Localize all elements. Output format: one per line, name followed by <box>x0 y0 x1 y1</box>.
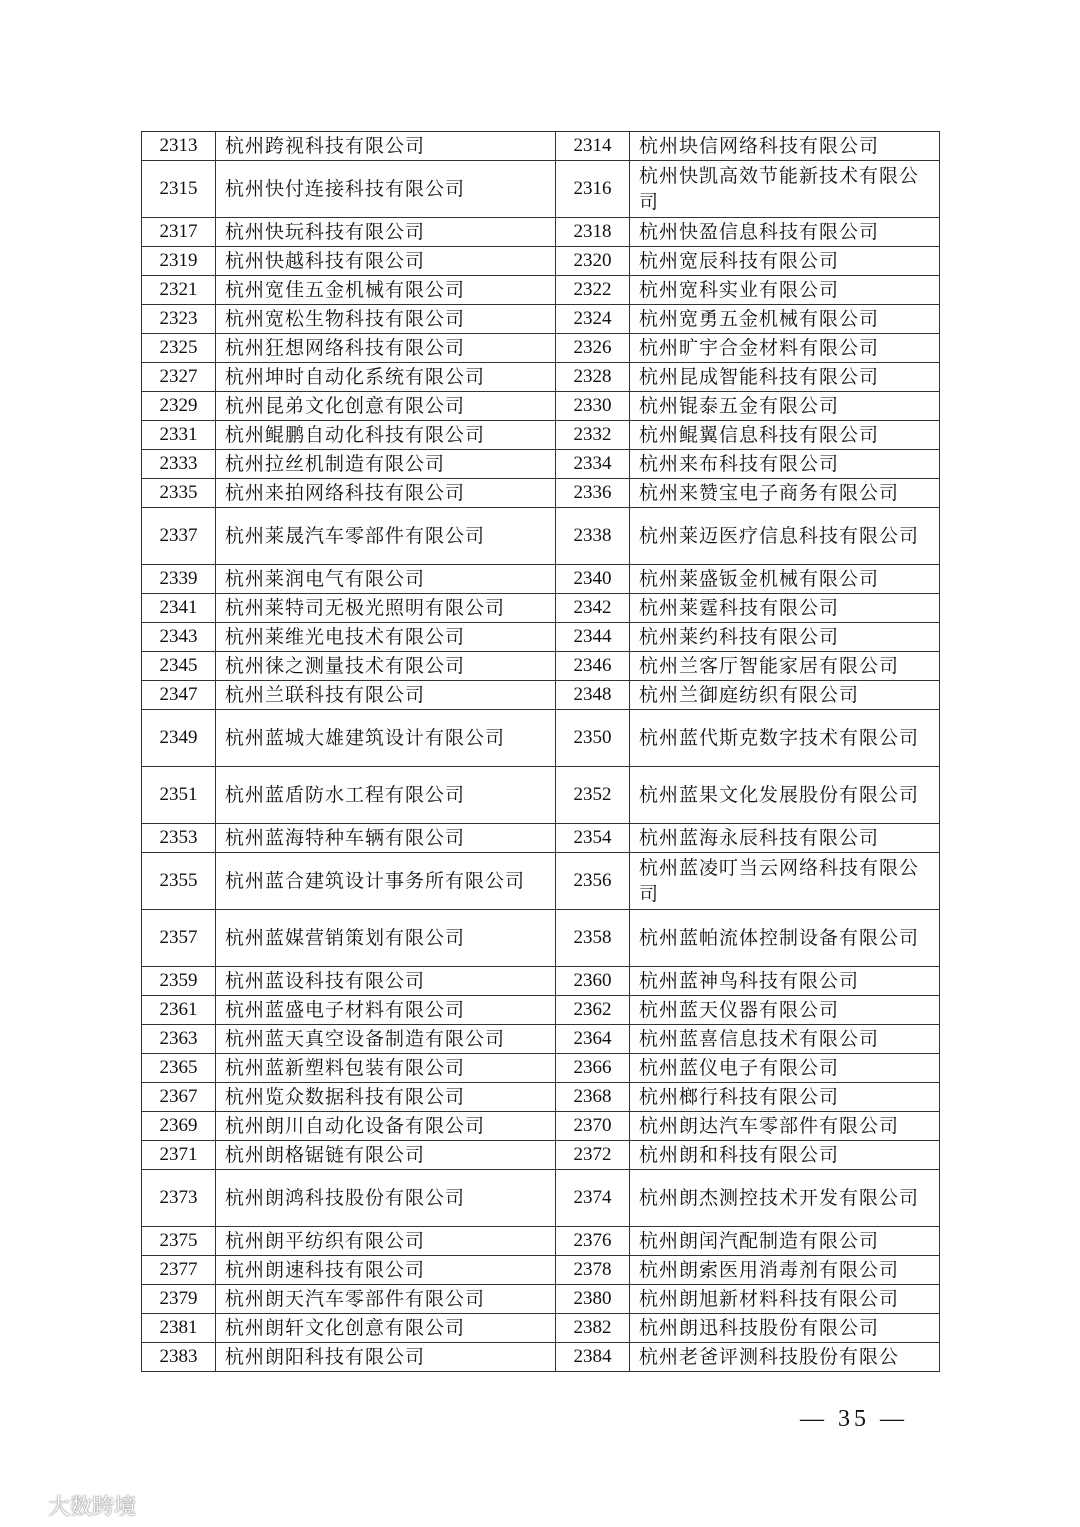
table-row <box>142 652 940 681</box>
row-number: 2314 <box>556 132 630 161</box>
row-number: 2330 <box>556 392 630 421</box>
company-name: 杭州蓝城大雄建筑设计有限公司 <box>216 710 556 767</box>
row-number: 2380 <box>556 1285 630 1314</box>
company-name: 杭州昆弟文化创意有限公司 <box>216 392 556 421</box>
row-number: 2360 <box>556 967 630 996</box>
row-number: 2368 <box>556 1083 630 1112</box>
row-number: 2361 <box>142 996 216 1025</box>
row-number: 2363 <box>142 1025 216 1054</box>
row-number: 2349 <box>142 710 216 767</box>
table-row <box>142 479 940 508</box>
row-number: 2316 <box>556 161 630 218</box>
table-row <box>142 681 940 710</box>
company-name: 杭州狂想网络科技有限公司 <box>216 334 556 363</box>
table-row <box>142 508 940 565</box>
table-row <box>142 218 940 247</box>
row-number: 2327 <box>142 363 216 392</box>
table-row <box>142 161 940 218</box>
company-name: 杭州兰联科技有限公司 <box>216 681 556 710</box>
row-number: 2336 <box>556 479 630 508</box>
company-name: 杭州蓝海特种车辆有限公司 <box>216 824 556 853</box>
company-name: 杭州蓝神鸟科技有限公司 <box>630 967 940 996</box>
row-number: 2321 <box>142 276 216 305</box>
company-name: 杭州莱维光电技术有限公司 <box>216 623 556 652</box>
company-name: 杭州快盈信息科技有限公司 <box>630 218 940 247</box>
company-name: 杭州蓝仪电子有限公司 <box>630 1054 940 1083</box>
row-number: 2329 <box>142 392 216 421</box>
company-name: 杭州朗阳科技有限公司 <box>216 1343 556 1372</box>
company-name: 杭州莱霆科技有限公司 <box>630 594 940 623</box>
row-number: 2367 <box>142 1083 216 1112</box>
table-row <box>142 392 940 421</box>
row-number: 2375 <box>142 1227 216 1256</box>
company-name: 杭州块信网络科技有限公司 <box>630 132 940 161</box>
row-number: 2323 <box>142 305 216 334</box>
table-row <box>142 1343 940 1372</box>
row-number: 2353 <box>142 824 216 853</box>
company-name: 杭州蓝代斯克数字技术有限公司 <box>630 710 940 767</box>
row-number: 2351 <box>142 767 216 824</box>
row-number: 2352 <box>556 767 630 824</box>
table-row <box>142 1054 940 1083</box>
company-name: 杭州朗闰汽配制造有限公司 <box>630 1227 940 1256</box>
company-name: 杭州快玩科技有限公司 <box>216 218 556 247</box>
company-name: 杭州朗速科技有限公司 <box>216 1256 556 1285</box>
table-row <box>142 247 940 276</box>
row-number: 2334 <box>556 450 630 479</box>
watermark-logo-icon <box>8 1496 44 1516</box>
table-row <box>142 1112 940 1141</box>
row-number: 2365 <box>142 1054 216 1083</box>
row-number: 2362 <box>556 996 630 1025</box>
row-number: 2318 <box>556 218 630 247</box>
table-row <box>142 1025 940 1054</box>
company-name: 杭州朗天汽车零部件有限公司 <box>216 1285 556 1314</box>
company-name: 杭州跨视科技有限公司 <box>216 132 556 161</box>
table-row <box>142 565 940 594</box>
company-name: 杭州莱迈医疗信息科技有限公司 <box>630 508 940 565</box>
company-name: 杭州宽辰科技有限公司 <box>630 247 940 276</box>
company-list-table <box>141 131 940 1372</box>
page-number: — 35 — <box>800 1406 908 1432</box>
company-name: 杭州鲲翼信息科技有限公司 <box>630 421 940 450</box>
row-number: 2344 <box>556 623 630 652</box>
row-number: 2339 <box>142 565 216 594</box>
company-name: 杭州徕之测量技术有限公司 <box>216 652 556 681</box>
company-name: 杭州朗旭新材料科技有限公司 <box>630 1285 940 1314</box>
row-number: 2335 <box>142 479 216 508</box>
company-name: 杭州莱特司无极光照明有限公司 <box>216 594 556 623</box>
company-name: 杭州蓝新塑料包装有限公司 <box>216 1054 556 1083</box>
company-name: 杭州来布科技有限公司 <box>630 450 940 479</box>
company-name: 杭州览众数据科技有限公司 <box>216 1083 556 1112</box>
company-list-table-wrap <box>141 131 939 1372</box>
company-name: 杭州宽勇五金机械有限公司 <box>630 305 940 334</box>
row-number: 2370 <box>556 1112 630 1141</box>
company-name: 杭州快付连接科技有限公司 <box>216 161 556 218</box>
company-name: 杭州莱约科技有限公司 <box>630 623 940 652</box>
row-number: 2372 <box>556 1141 630 1170</box>
company-name: 杭州蓝天真空设备制造有限公司 <box>216 1025 556 1054</box>
row-number: 2383 <box>142 1343 216 1372</box>
company-name: 杭州朗平纺织有限公司 <box>216 1227 556 1256</box>
row-number: 2324 <box>556 305 630 334</box>
row-number: 2342 <box>556 594 630 623</box>
row-number: 2338 <box>556 508 630 565</box>
company-name: 杭州朗和科技有限公司 <box>630 1141 940 1170</box>
row-number: 2382 <box>556 1314 630 1343</box>
table-row <box>142 824 940 853</box>
table-row <box>142 1083 940 1112</box>
company-name: 杭州朗迅科技股份有限公司 <box>630 1314 940 1343</box>
table-row <box>142 1141 940 1170</box>
row-number: 2377 <box>142 1256 216 1285</box>
company-name: 杭州朗鸿科技股份有限公司 <box>216 1170 556 1227</box>
row-number: 2381 <box>142 1314 216 1343</box>
company-name: 杭州朗达汽车零部件有限公司 <box>630 1112 940 1141</box>
row-number: 2343 <box>142 623 216 652</box>
row-number: 2371 <box>142 1141 216 1170</box>
company-name: 杭州榔行科技有限公司 <box>630 1083 940 1112</box>
company-name: 杭州快凯高效节能新技术有限公司 <box>630 161 940 218</box>
company-name: 杭州昆成智能科技有限公司 <box>630 363 940 392</box>
company-name: 杭州朗川自动化设备有限公司 <box>216 1112 556 1141</box>
company-name: 杭州鲲鹏自动化科技有限公司 <box>216 421 556 450</box>
row-number: 2337 <box>142 508 216 565</box>
company-name: 杭州旷宇合金材料有限公司 <box>630 334 940 363</box>
company-name: 杭州蓝设科技有限公司 <box>216 967 556 996</box>
table-row <box>142 910 940 967</box>
row-number: 2346 <box>556 652 630 681</box>
table-row <box>142 594 940 623</box>
company-name: 杭州来赞宝电子商务有限公司 <box>630 479 940 508</box>
company-name: 杭州莱晟汽车零部件有限公司 <box>216 508 556 565</box>
row-number: 2354 <box>556 824 630 853</box>
company-name: 杭州锟泰五金有限公司 <box>630 392 940 421</box>
row-number: 2325 <box>142 334 216 363</box>
table-row <box>142 853 940 910</box>
row-number: 2322 <box>556 276 630 305</box>
table-row <box>142 334 940 363</box>
table-row <box>142 967 940 996</box>
company-name: 杭州快越科技有限公司 <box>216 247 556 276</box>
row-number: 2373 <box>142 1170 216 1227</box>
company-name: 杭州朗杰测控技术开发有限公司 <box>630 1170 940 1227</box>
row-number: 2376 <box>556 1227 630 1256</box>
table-row <box>142 1314 940 1343</box>
company-name: 杭州宽科实业有限公司 <box>630 276 940 305</box>
company-name: 杭州兰御庭纺织有限公司 <box>630 681 940 710</box>
company-name: 杭州蓝天仪器有限公司 <box>630 996 940 1025</box>
row-number: 2341 <box>142 594 216 623</box>
company-name: 杭州蓝媒营销策划有限公司 <box>216 910 556 967</box>
table-row <box>142 623 940 652</box>
row-number: 2384 <box>556 1343 630 1372</box>
row-number: 2313 <box>142 132 216 161</box>
watermark-text: 大数跨境 <box>48 1495 137 1520</box>
row-number: 2331 <box>142 421 216 450</box>
company-name: 杭州来拍网络科技有限公司 <box>216 479 556 508</box>
row-number: 2364 <box>556 1025 630 1054</box>
row-number: 2358 <box>556 910 630 967</box>
table-row <box>142 421 940 450</box>
company-name: 杭州蓝凌叮当云网络科技有限公司 <box>630 853 940 910</box>
company-name: 杭州蓝帕流体控制设备有限公司 <box>630 910 940 967</box>
table-row <box>142 996 940 1025</box>
table-row <box>142 1256 940 1285</box>
table-row <box>142 767 940 824</box>
company-name: 杭州兰客厅智能家居有限公司 <box>630 652 940 681</box>
company-name: 杭州蓝喜信息技术有限公司 <box>630 1025 940 1054</box>
company-name: 杭州宽佳五金机械有限公司 <box>216 276 556 305</box>
company-name: 杭州蓝合建筑设计事务所有限公司 <box>216 853 556 910</box>
company-name: 杭州老爸评测科技股份有限公 <box>630 1343 940 1372</box>
row-number: 2357 <box>142 910 216 967</box>
table-row <box>142 1285 940 1314</box>
row-number: 2348 <box>556 681 630 710</box>
row-number: 2333 <box>142 450 216 479</box>
company-name: 杭州朗轩文化创意有限公司 <box>216 1314 556 1343</box>
row-number: 2356 <box>556 853 630 910</box>
row-number: 2326 <box>556 334 630 363</box>
row-number: 2319 <box>142 247 216 276</box>
company-name: 杭州蓝海永辰科技有限公司 <box>630 824 940 853</box>
row-number: 2378 <box>556 1256 630 1285</box>
row-number: 2379 <box>142 1285 216 1314</box>
row-number: 2317 <box>142 218 216 247</box>
watermark <box>8 1490 136 1521</box>
row-number: 2359 <box>142 967 216 996</box>
company-name: 杭州坤时自动化系统有限公司 <box>216 363 556 392</box>
table-row <box>142 132 940 161</box>
row-number: 2347 <box>142 681 216 710</box>
company-name: 杭州朗索医用消毒剂有限公司 <box>630 1256 940 1285</box>
company-name: 杭州蓝果文化发展股份有限公司 <box>630 767 940 824</box>
table-row <box>142 1170 940 1227</box>
table-row <box>142 363 940 392</box>
table-row <box>142 450 940 479</box>
row-number: 2369 <box>142 1112 216 1141</box>
row-number: 2345 <box>142 652 216 681</box>
table-row <box>142 1227 940 1256</box>
company-name: 杭州拉丝机制造有限公司 <box>216 450 556 479</box>
table-row <box>142 305 940 334</box>
company-name: 杭州蓝盾防水工程有限公司 <box>216 767 556 824</box>
row-number: 2374 <box>556 1170 630 1227</box>
row-number: 2355 <box>142 853 216 910</box>
company-name: 杭州蓝盛电子材料有限公司 <box>216 996 556 1025</box>
row-number: 2332 <box>556 421 630 450</box>
row-number: 2328 <box>556 363 630 392</box>
company-name: 杭州宽松生物科技有限公司 <box>216 305 556 334</box>
row-number: 2366 <box>556 1054 630 1083</box>
company-name: 杭州莱盛钣金机械有限公司 <box>630 565 940 594</box>
table-row <box>142 710 940 767</box>
company-name: 杭州朗格锯链有限公司 <box>216 1141 556 1170</box>
row-number: 2340 <box>556 565 630 594</box>
company-name: 杭州莱润电气有限公司 <box>216 565 556 594</box>
table-row <box>142 276 940 305</box>
row-number: 2320 <box>556 247 630 276</box>
row-number: 2350 <box>556 710 630 767</box>
row-number: 2315 <box>142 161 216 218</box>
company-list-body <box>142 132 940 1372</box>
